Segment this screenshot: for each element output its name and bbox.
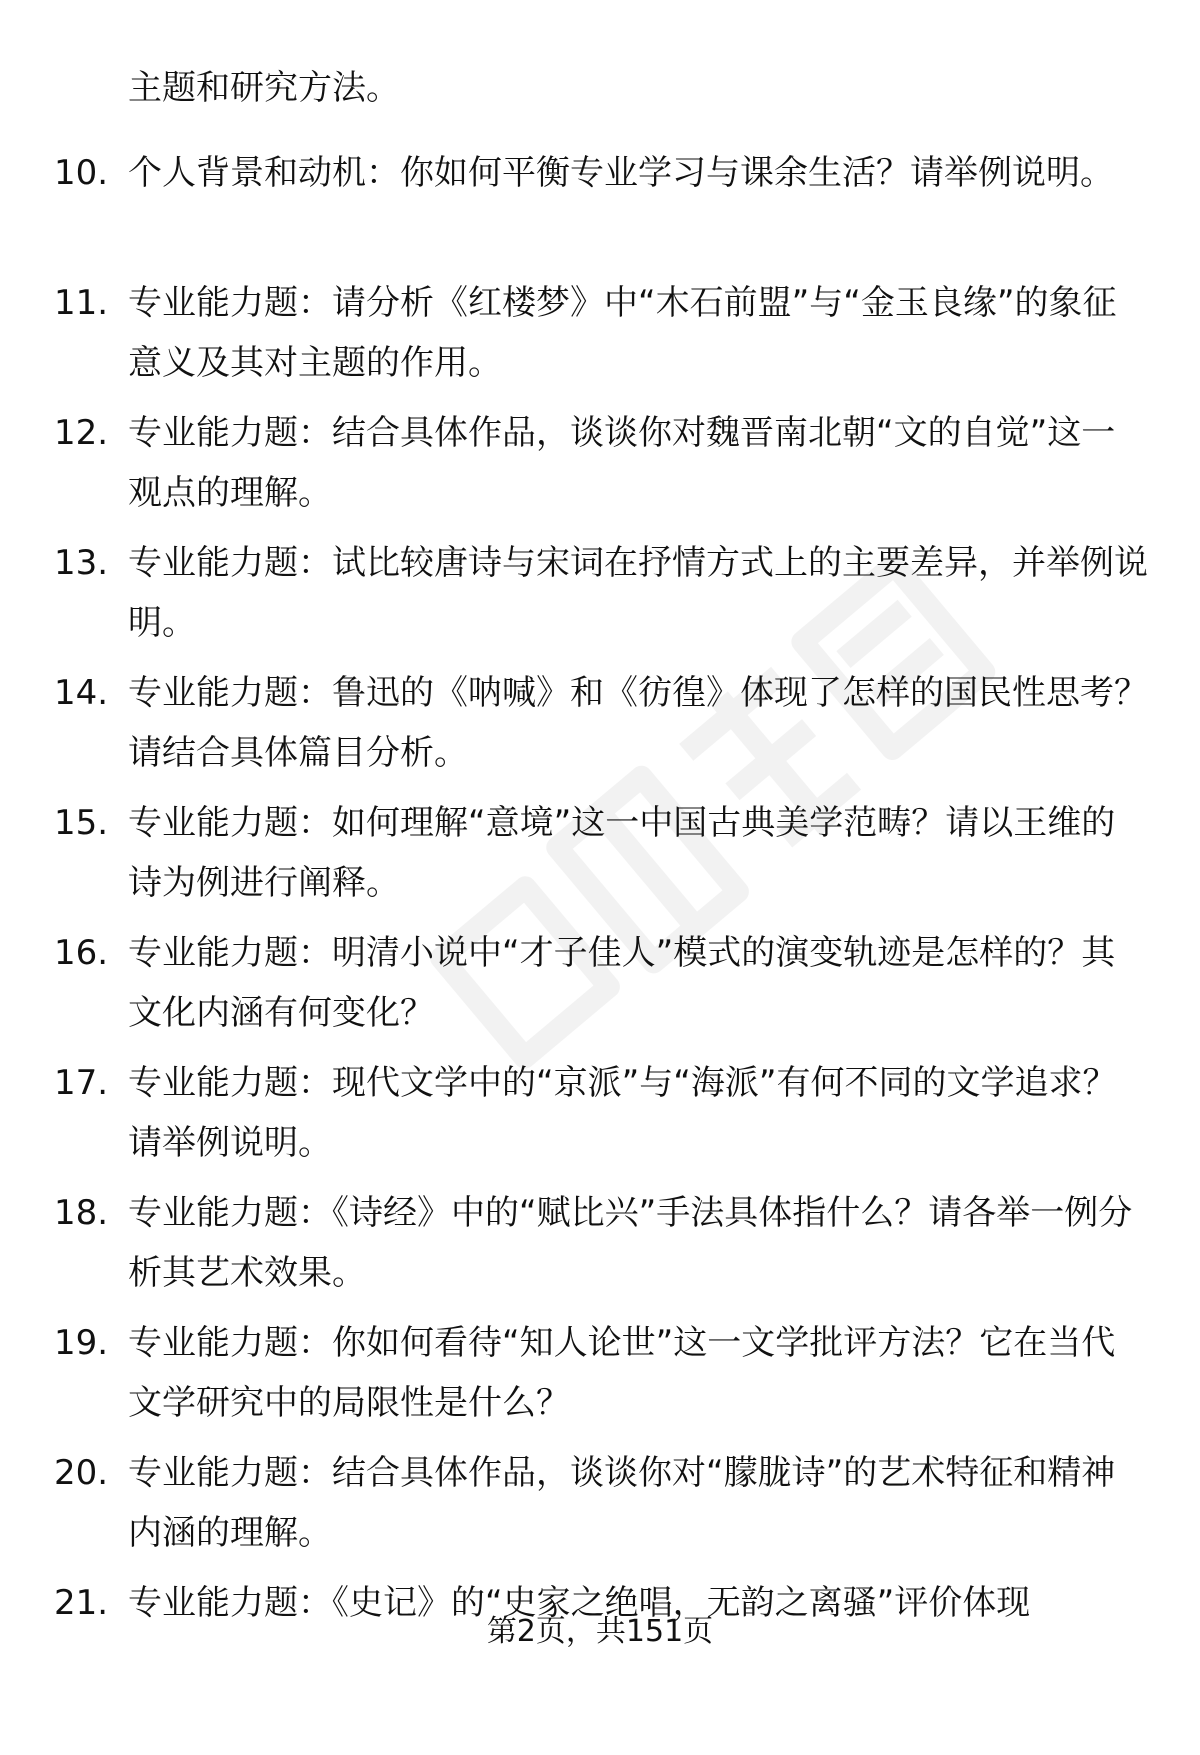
- item-number: 17.: [54, 1063, 109, 1103]
- list-item: [0, 1053, 1200, 1183]
- item-text: 专业能力题：《诗经》中的“赋比兴”手法具体指什么？请各举一例分析其艺术效果。: [128, 1193, 1133, 1293]
- item-text: 个人背景和动机：你如何平衡专业学习与课余生活？请举例说明。: [128, 153, 1114, 193]
- item-text: 专业能力题：结合具体作品，谈谈你对魏晋南北朝“文的自觉”这一观点的理解。: [128, 413, 1116, 513]
- item-number: 13.: [54, 543, 109, 583]
- list-item: [0, 663, 1200, 793]
- list-item: [0, 273, 1200, 403]
- list-item: [0, 1183, 1200, 1313]
- item-text: 专业能力题：你如何看待“知人论世”这一文学批评方法？它在当代文学研究中的局限性是什么？: [128, 1323, 1116, 1423]
- item-text: 专业能力题：请分析《红楼梦》中“木石前盟”与“金玉良缘”的象征意义及其对主题的作用。: [128, 283, 1117, 383]
- item-text: 专业能力题：试比较唐诗与宋词在抒情方式上的主要差异，并举例说明。: [128, 543, 1148, 643]
- item-text: 专业能力题：结合具体作品，谈谈你对“朦胧诗”的艺术特征和精神内涵的理解。: [128, 1453, 1116, 1553]
- item-number: 15.: [54, 803, 109, 843]
- item-text: 专业能力题：明清小说中“才子佳人”模式的演变轨迹是怎样的？其文化内涵有何变化？: [128, 933, 1116, 1033]
- list-item: [0, 923, 1200, 1053]
- list-item: [0, 1313, 1200, 1443]
- item-text: 专业能力题：《史记》的“史家之绝唱，无韵之离骚”评价体现: [128, 1583, 1031, 1623]
- list-item: [0, 1443, 1200, 1573]
- list-item: [0, 533, 1200, 663]
- list-item: [0, 403, 1200, 533]
- item-number: 12.: [54, 413, 109, 453]
- item-text: 专业能力题：如何理解“意境”这一中国古典美学范畴？请以王维的诗为例进行阐释。: [128, 803, 1116, 903]
- item-number: 18.: [54, 1193, 109, 1233]
- list-item: [0, 793, 1200, 923]
- item-number: 19.: [54, 1323, 109, 1363]
- item-text: 专业能力题：鲁迅的《呐喊》和《彷徨》体现了怎样的国民性思考？请结合具体篇目分析。: [128, 673, 1148, 773]
- item-number: 14.: [54, 673, 109, 713]
- item-number: 16.: [54, 933, 109, 973]
- question-list: [0, 143, 1200, 1703]
- item-number: 20.: [54, 1453, 109, 1493]
- list-item: [0, 143, 1200, 273]
- item-number: 21.: [54, 1583, 109, 1623]
- item-number: 10.: [54, 153, 109, 193]
- item-number: 11.: [54, 283, 109, 323]
- item-text: 专业能力题：现代文学中的“京派”与“海派”有何不同的文学追求？请举例说明。: [128, 1063, 1117, 1163]
- continuation-text: 主题和研究方法。: [128, 68, 400, 108]
- page-footer: 第2页，共151页: [486, 1614, 714, 1649]
